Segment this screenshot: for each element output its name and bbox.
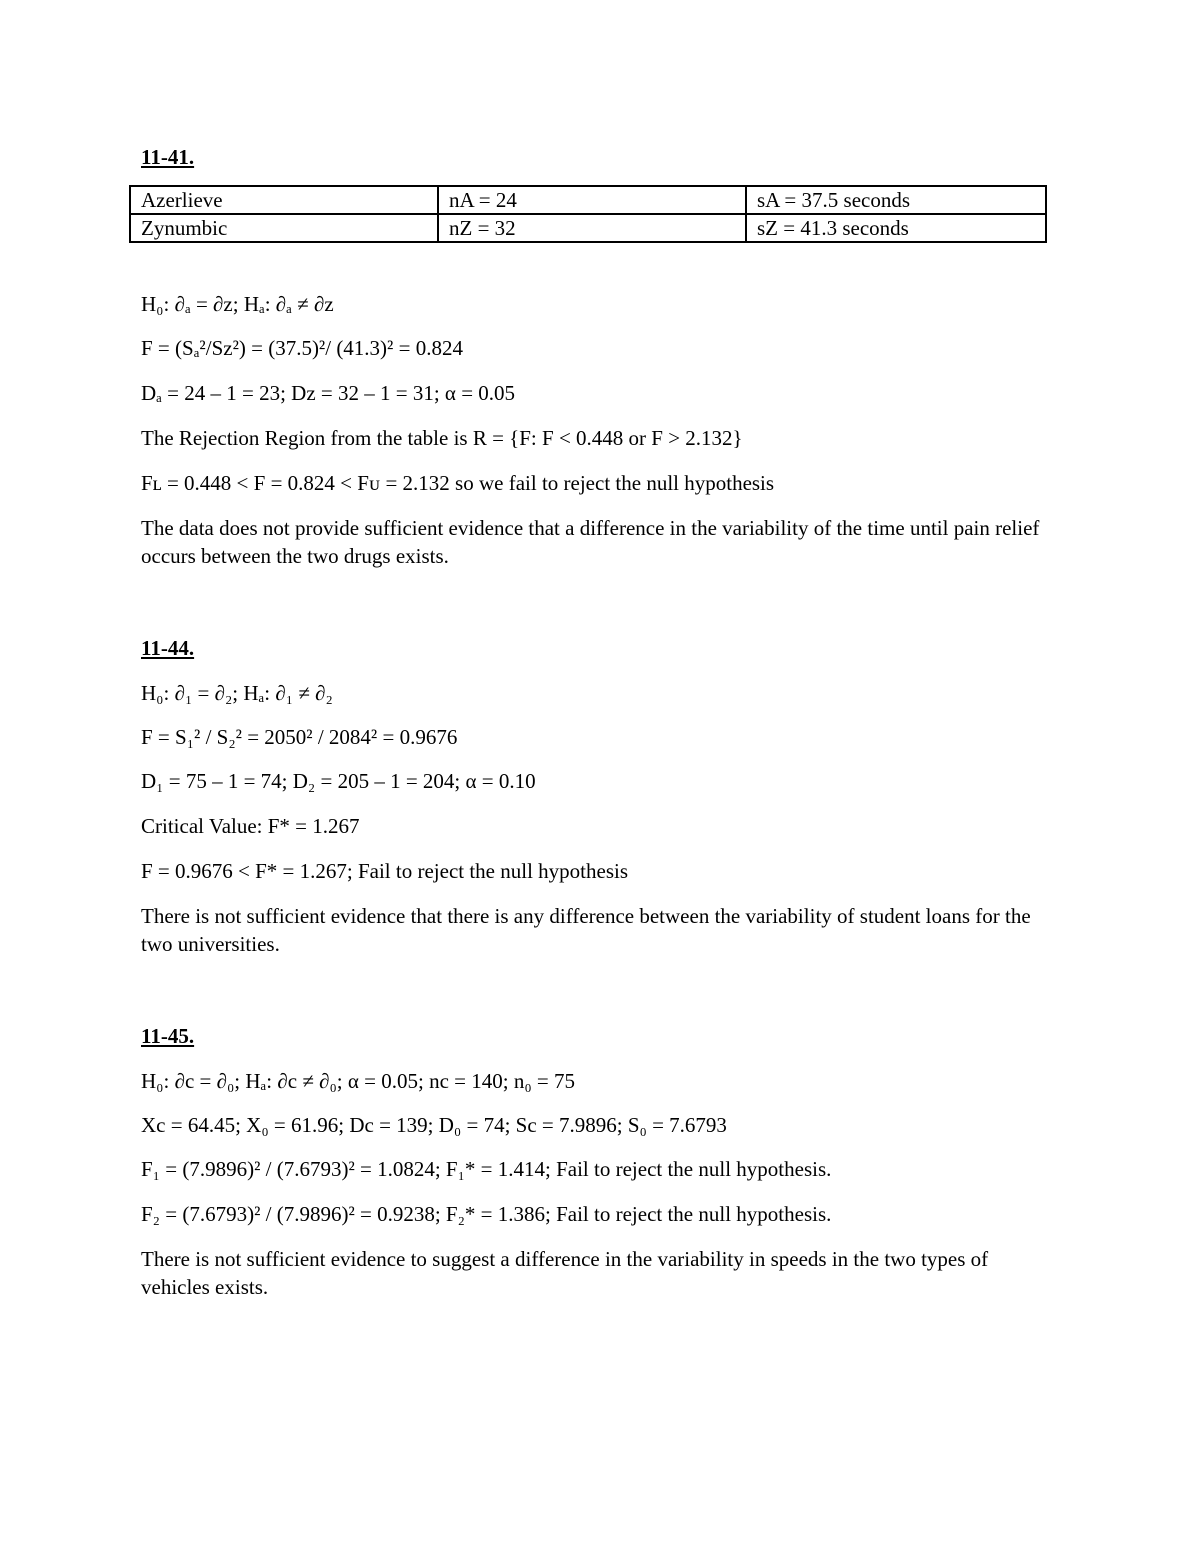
rejection-region-line: The Rejection Region from the table is R = {F: F < 0.448 or F > 2.132} xyxy=(141,426,743,450)
f-statistic-line: F = S₁² / S₂² = 2050² / 2084² = 0.9676 xyxy=(141,725,458,749)
hypothesis-line: H₀: ∂ₐ = ∂z; Hₐ: ∂ₐ ≠ ∂z xyxy=(141,292,334,316)
sample-statistics-line: Xc = 64.45; X₀ = 61.96; Dc = 139; D₀ = 74; Sc = 7.9896; S₀ = 7.6793 xyxy=(141,1113,727,1137)
conclusion-paragraph: There is not sufficient evidence that there is any difference between the variability of student loans for the two universities. xyxy=(141,904,1031,956)
drug-sample-table xyxy=(129,185,1047,243)
degrees-of-freedom-line: D₁ = 75 – 1 = 74; D₂ = 205 – 1 = 204; α = 0.10 xyxy=(141,769,536,793)
f-statistic-line: F = (Sₐ²/Sz²) = (37.5)²/ (41.3)² = 0.824 xyxy=(141,336,463,360)
hypothesis-line: H₀: ∂c = ∂₀; Hₐ: ∂c ≠ ∂₀; α = 0.05; nc = 140; n₀ = 75 xyxy=(141,1069,575,1093)
table-row xyxy=(130,214,1046,242)
table-cell: sA = 37.5 seconds xyxy=(746,186,1046,214)
decision-line: Fʟ = 0.448 < F = 0.824 < Fᴜ = 2.132 so we fail to reject the null hypothesis xyxy=(141,471,775,495)
table-cell: sZ = 41.3 seconds xyxy=(746,214,1046,242)
problem-heading-11-41: 11-41. xyxy=(141,145,195,169)
table-row xyxy=(130,186,1046,214)
table-cell: Azerlieve xyxy=(130,186,438,214)
hypothesis-line: H₀: ∂₁ = ∂₂; Hₐ: ∂₁ ≠ ∂₂ xyxy=(141,681,333,705)
table-cell: nZ = 32 xyxy=(438,214,746,242)
problem-heading-11-45: 11-45. xyxy=(141,1024,195,1048)
table-cell: Zynumbic xyxy=(130,214,438,242)
decision-line: F = 0.9676 < F* = 1.267; Fail to reject the null hypothesis xyxy=(141,859,629,883)
degrees-of-freedom-line: Dₐ = 24 – 1 = 23; Dz = 32 – 1 = 31; α = 0.05 xyxy=(141,381,516,405)
f2-statistic-line: F₂ = (7.6793)² / (7.9896)² = 0.9238; F₂* = 1.386; Fail to reject the null hypothesis. xyxy=(141,1202,832,1226)
problem-heading-11-44: 11-44. xyxy=(141,636,195,660)
critical-value-line: Critical Value: F* = 1.267 xyxy=(141,814,360,838)
f1-statistic-line: F₁ = (7.9896)² / (7.6793)² = 1.0824; F₁* = 1.414; Fail to reject the null hypothesis. xyxy=(141,1157,832,1181)
conclusion-paragraph: The data does not provide sufficient evidence that a difference in the variability of the time until pain relief occurs between the two drugs exists. xyxy=(141,516,1040,568)
conclusion-paragraph: There is not sufficient evidence to suggest a difference in the variability in speeds in the two types of vehicles exists. xyxy=(141,1247,989,1299)
table-cell: nA = 24 xyxy=(438,186,746,214)
